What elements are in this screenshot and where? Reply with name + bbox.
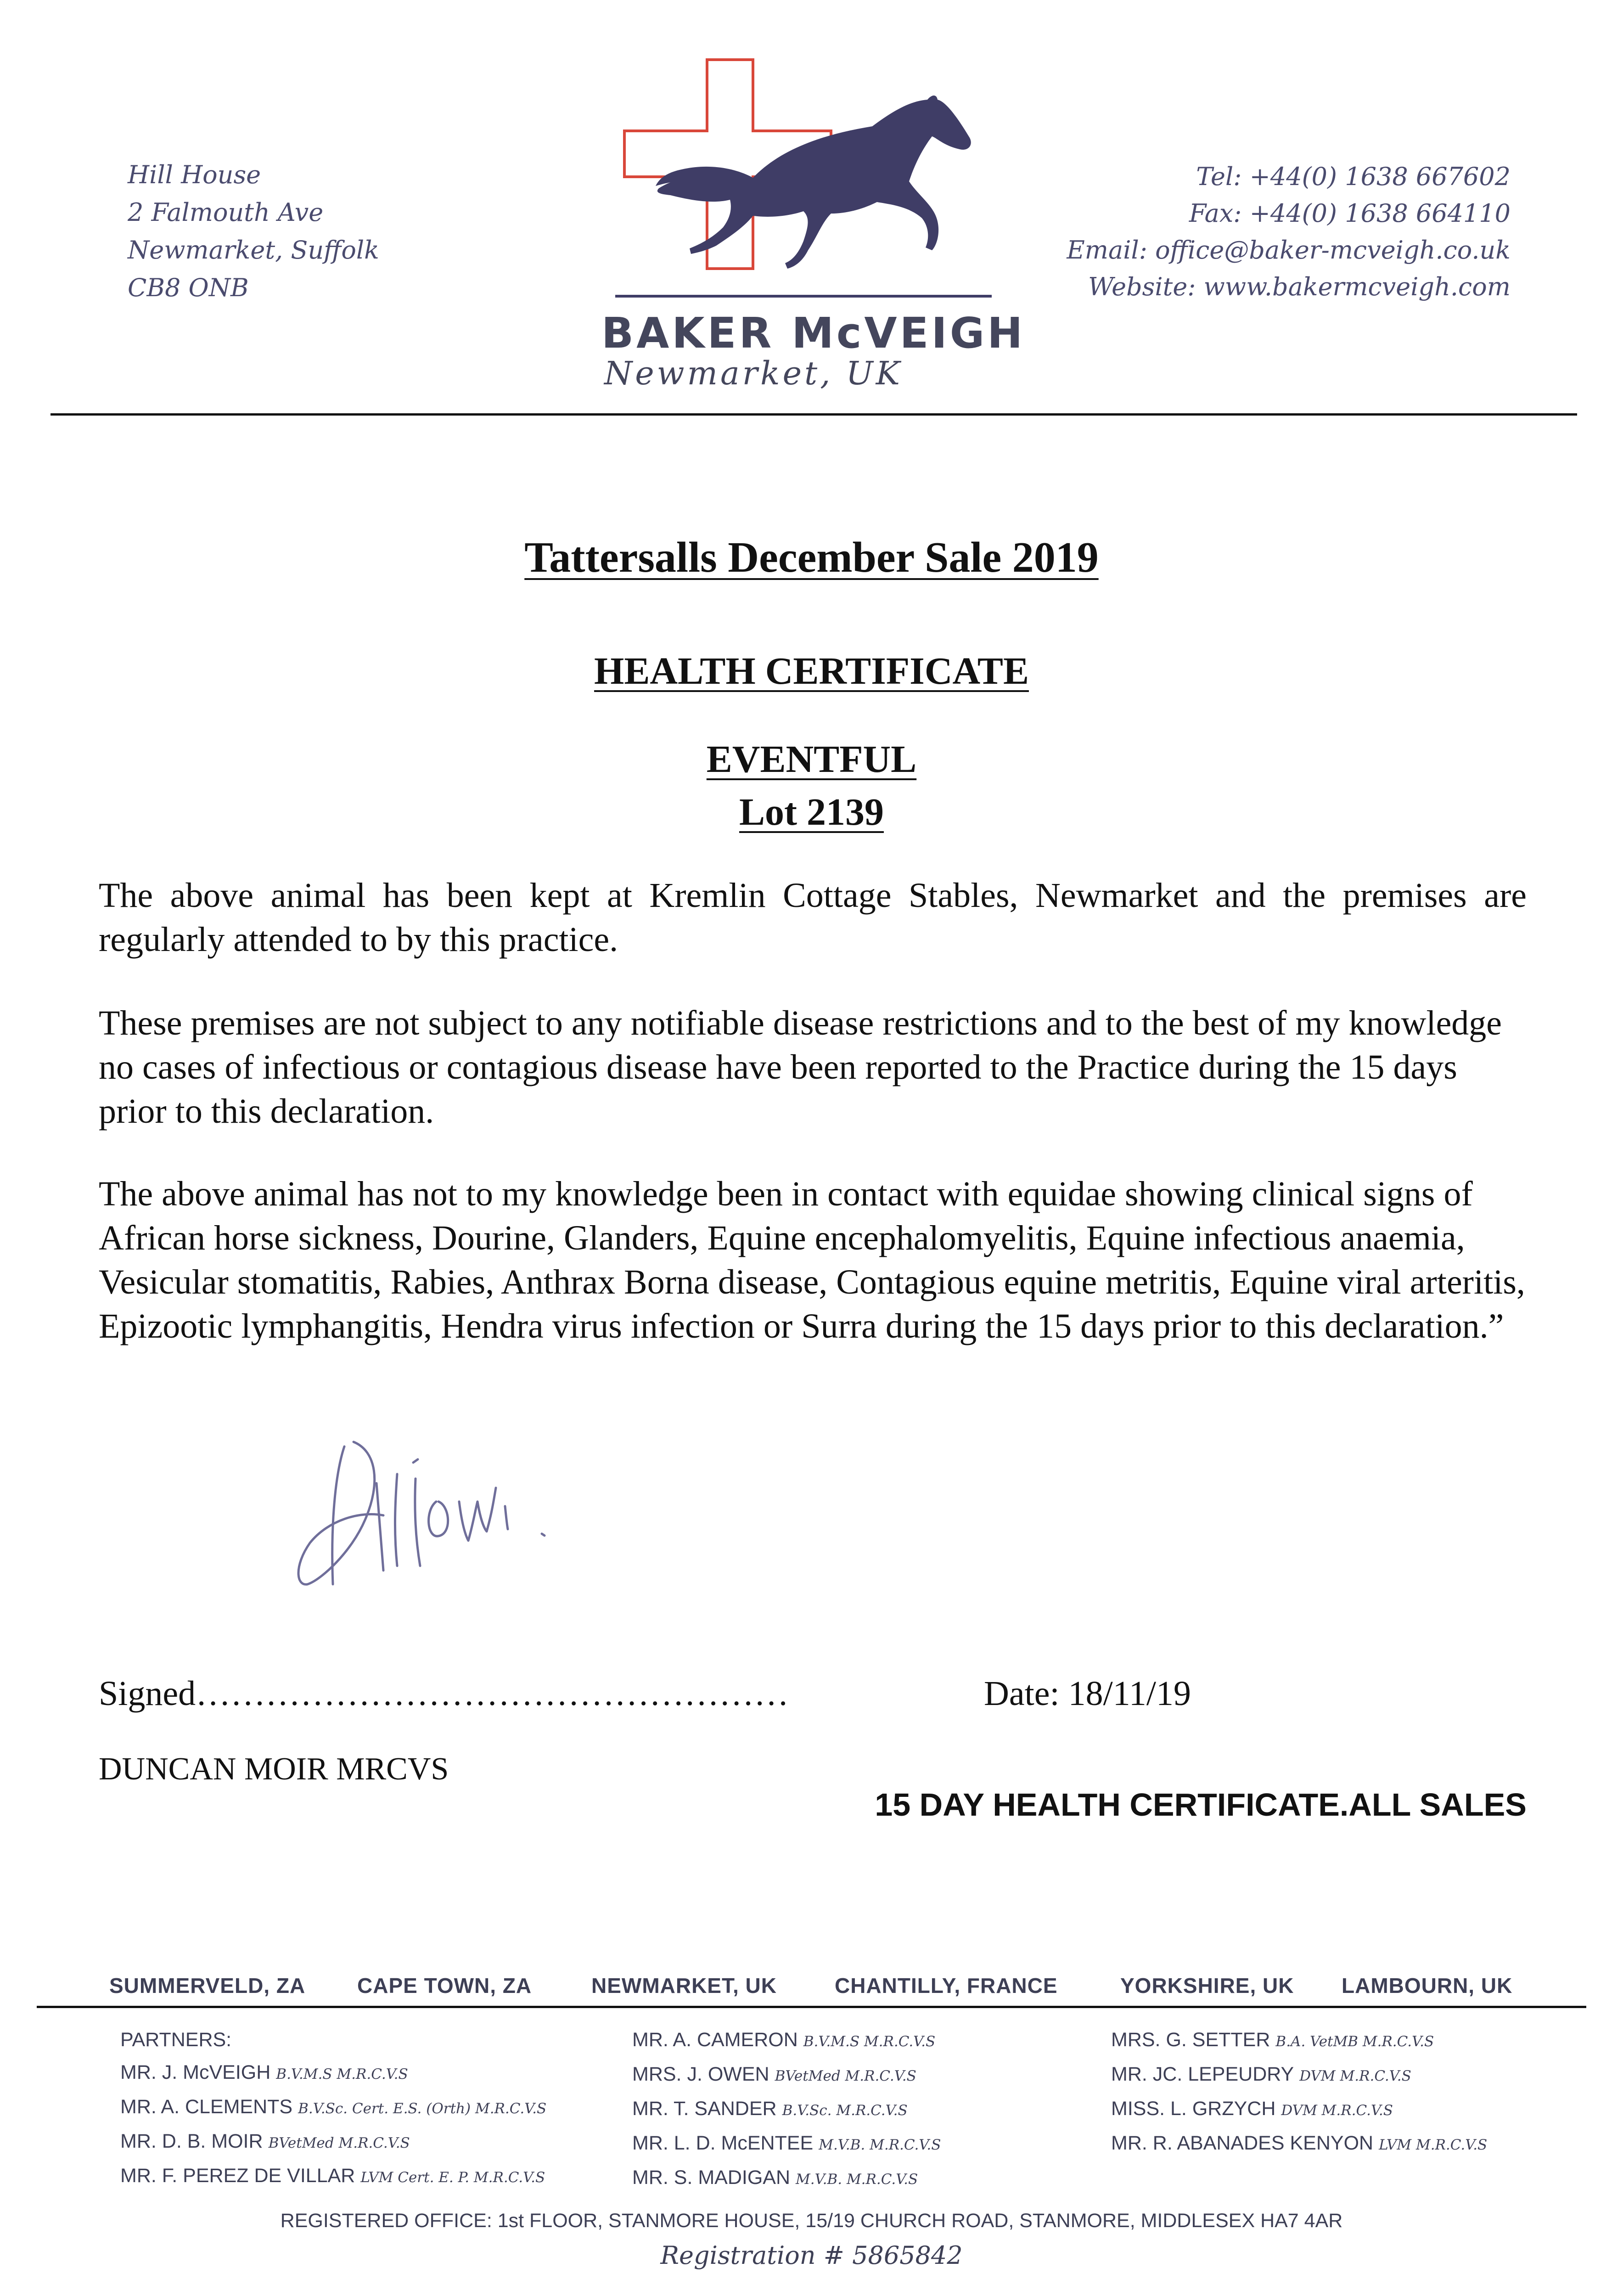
partner-qualification: LVM Cert. E. P. M.R.C.V.S	[360, 2169, 545, 2186]
office-location: SUMMERVELD, ZA	[109, 1974, 306, 1998]
office-location: NEWMARKET, UK	[591, 1974, 777, 1998]
website-link[interactable]: Website: www.bakermcveigh.com	[1088, 272, 1511, 301]
partner-qualification: B.A. VetMB M.R.C.V.S	[1275, 2033, 1434, 2050]
vet-signature	[285, 1433, 569, 1626]
email-link[interactable]: Email: office@baker-mcveigh.co.uk	[1067, 236, 1511, 264]
partners-column-1	[120, 2056, 546, 2194]
partner-entry	[120, 2056, 546, 2091]
office-location: YORKSHIRE, UK	[1120, 1974, 1294, 1998]
partners-label: PARTNERS:	[120, 2029, 232, 2051]
partner-entry	[1111, 2058, 1487, 2093]
partner-name: MRS. J. OWEN	[632, 2063, 769, 2085]
office-location: CAPE TOWN, ZA	[357, 1974, 532, 1998]
horse-icon	[657, 96, 971, 269]
partner-qualification: BVetMed M.R.C.V.S	[775, 2068, 916, 2084]
registered-office: REGISTERED OFFICE: 1st FLOOR, STANMORE HOUSE, 15/19 CHURCH ROAD, STANMORE, MIDDLESEX HA7 4AR	[280, 2210, 1343, 2232]
office-location: CHANTILLY, FRANCE	[835, 1974, 1058, 1998]
partner-entry	[120, 2091, 546, 2125]
sale-title: Tattersalls December Sale 2019	[524, 534, 1099, 581]
partner-name: MR. A. CAMERON	[632, 2029, 798, 2051]
partner-name: MRS. G. SETTER	[1111, 2029, 1270, 2051]
contact-declaration-paragraph: The above animal has not to my knowledge been in contact with equidae showing clinical signs of African horse sickness, Dourine, Glanders, Equine encephalomyelitis, Equine infectious anaemia, Vesicular stomatitis, Rabies, Anthrax Borna disease, Contagious equine metritis, Equine viral arteritis, Epizootic lymphangitis, Hendra virus infection or Surra during the 15 days prior to this declaration.”	[99, 1175, 1525, 1345]
partner-entry	[120, 2160, 546, 2194]
certificate-heading: HEALTH CERTIFICATE	[594, 650, 1029, 692]
partner-name: MR. L. D. McENTEE	[632, 2132, 814, 2154]
header-divider	[51, 413, 1577, 416]
partner-name: MR. D. B. MOIR	[120, 2130, 263, 2152]
partner-name: MR. T. SANDER	[632, 2098, 777, 2120]
fax-line: Fax: +44(0) 1638 664110	[1189, 199, 1511, 228]
partner-entry	[1111, 2127, 1487, 2161]
phone-line: Tel: +44(0) 1638 667602	[1196, 162, 1511, 191]
horse-name: EVENTFUL	[706, 738, 917, 781]
practice-address	[128, 156, 379, 307]
signed-line: Signed……………………………………………	[99, 1674, 789, 1713]
partner-qualification: DVM M.R.C.V.S	[1299, 2068, 1411, 2084]
partner-qualification: BVetMed M.R.C.V.S	[268, 2135, 410, 2151]
partner-qualification: B.V.Sc. Cert. E.S. (Orth) M.R.C.V.S	[298, 2100, 547, 2117]
partner-entry	[632, 2058, 941, 2093]
horse-and-cross-logo	[615, 57, 992, 315]
partner-name: MR. JC. LEPEUDRY	[1111, 2063, 1294, 2085]
partner-entry	[632, 2093, 941, 2127]
address-line: CB8 ONB	[128, 273, 249, 302]
partner-entry	[1111, 2024, 1487, 2058]
partner-entry	[632, 2127, 941, 2161]
certificate-type-note: 15 DAY HEALTH CERTIFICATE.ALL SALES	[875, 1787, 1527, 1823]
address-line: 2 Falmouth Ave	[128, 198, 324, 227]
partner-entry	[1111, 2093, 1487, 2127]
partner-qualification: DVM M.R.C.V.S	[1281, 2102, 1393, 2119]
brand-name: BAKER McVEIGH	[601, 309, 1026, 358]
address-line: Hill House	[128, 160, 261, 189]
practice-contact	[1067, 158, 1511, 305]
partners-column-3	[1111, 2024, 1487, 2161]
signature-icon	[285, 1433, 569, 1626]
partner-name: MR. R. ABANADES KENYON	[1111, 2132, 1374, 2154]
signatory-name: DUNCAN MOIR MRCVS	[99, 1751, 449, 1787]
partner-name: MR. S. MADIGAN	[632, 2167, 791, 2189]
partner-qualification: B.V.M.S M.R.C.V.S	[803, 2033, 936, 2050]
brand-location: Newmarket, UK	[604, 355, 903, 392]
partner-qualification: B.V.M.S M.R.C.V.S	[276, 2066, 408, 2082]
registration-number: Registration # 5865842	[660, 2241, 963, 2270]
partner-qualification: M.V.B. M.R.C.V.S	[796, 2171, 918, 2188]
partners-column-2	[632, 2024, 941, 2196]
address-line: Newmarket, Suffolk	[128, 236, 379, 264]
premises-paragraph: The above animal has been kept at Kremlin Cottage Stables, Newmarket and the premises are regularly attended to by this practice.	[99, 876, 1527, 959]
partner-qualification: M.V.B. M.R.C.V.S	[819, 2137, 941, 2153]
partner-qualification: LVM M.R.C.V.S	[1379, 2137, 1488, 2153]
horse-logo-icon	[615, 57, 992, 315]
office-location: LAMBOURN, UK	[1342, 1974, 1513, 1998]
disease-restrictions-paragraph: These premises are not subject to any notifiable disease restrictions and to the best of my knowledge no cases of infectious or contagious disease have been reported to the Practice during the 15 days prior to this declaration.	[99, 1004, 1502, 1131]
partner-entry	[632, 2161, 941, 2196]
partner-name: MR. F. PEREZ DE VILLAR	[120, 2165, 355, 2187]
partner-name: MR. J. McVEIGH	[120, 2061, 271, 2083]
certificate-date: Date: 18/11/19	[984, 1674, 1191, 1713]
partner-name: MR. A. CLEMENTS	[120, 2096, 293, 2118]
partner-entry	[120, 2125, 546, 2160]
partner-name: MISS. L. GRZYCH	[1111, 2098, 1276, 2120]
partner-entry	[632, 2024, 941, 2058]
partner-qualification: B.V.Sc. M.R.C.V.S	[782, 2102, 908, 2119]
footer-divider	[37, 2006, 1586, 2008]
lot-number: Lot 2139	[739, 791, 884, 833]
